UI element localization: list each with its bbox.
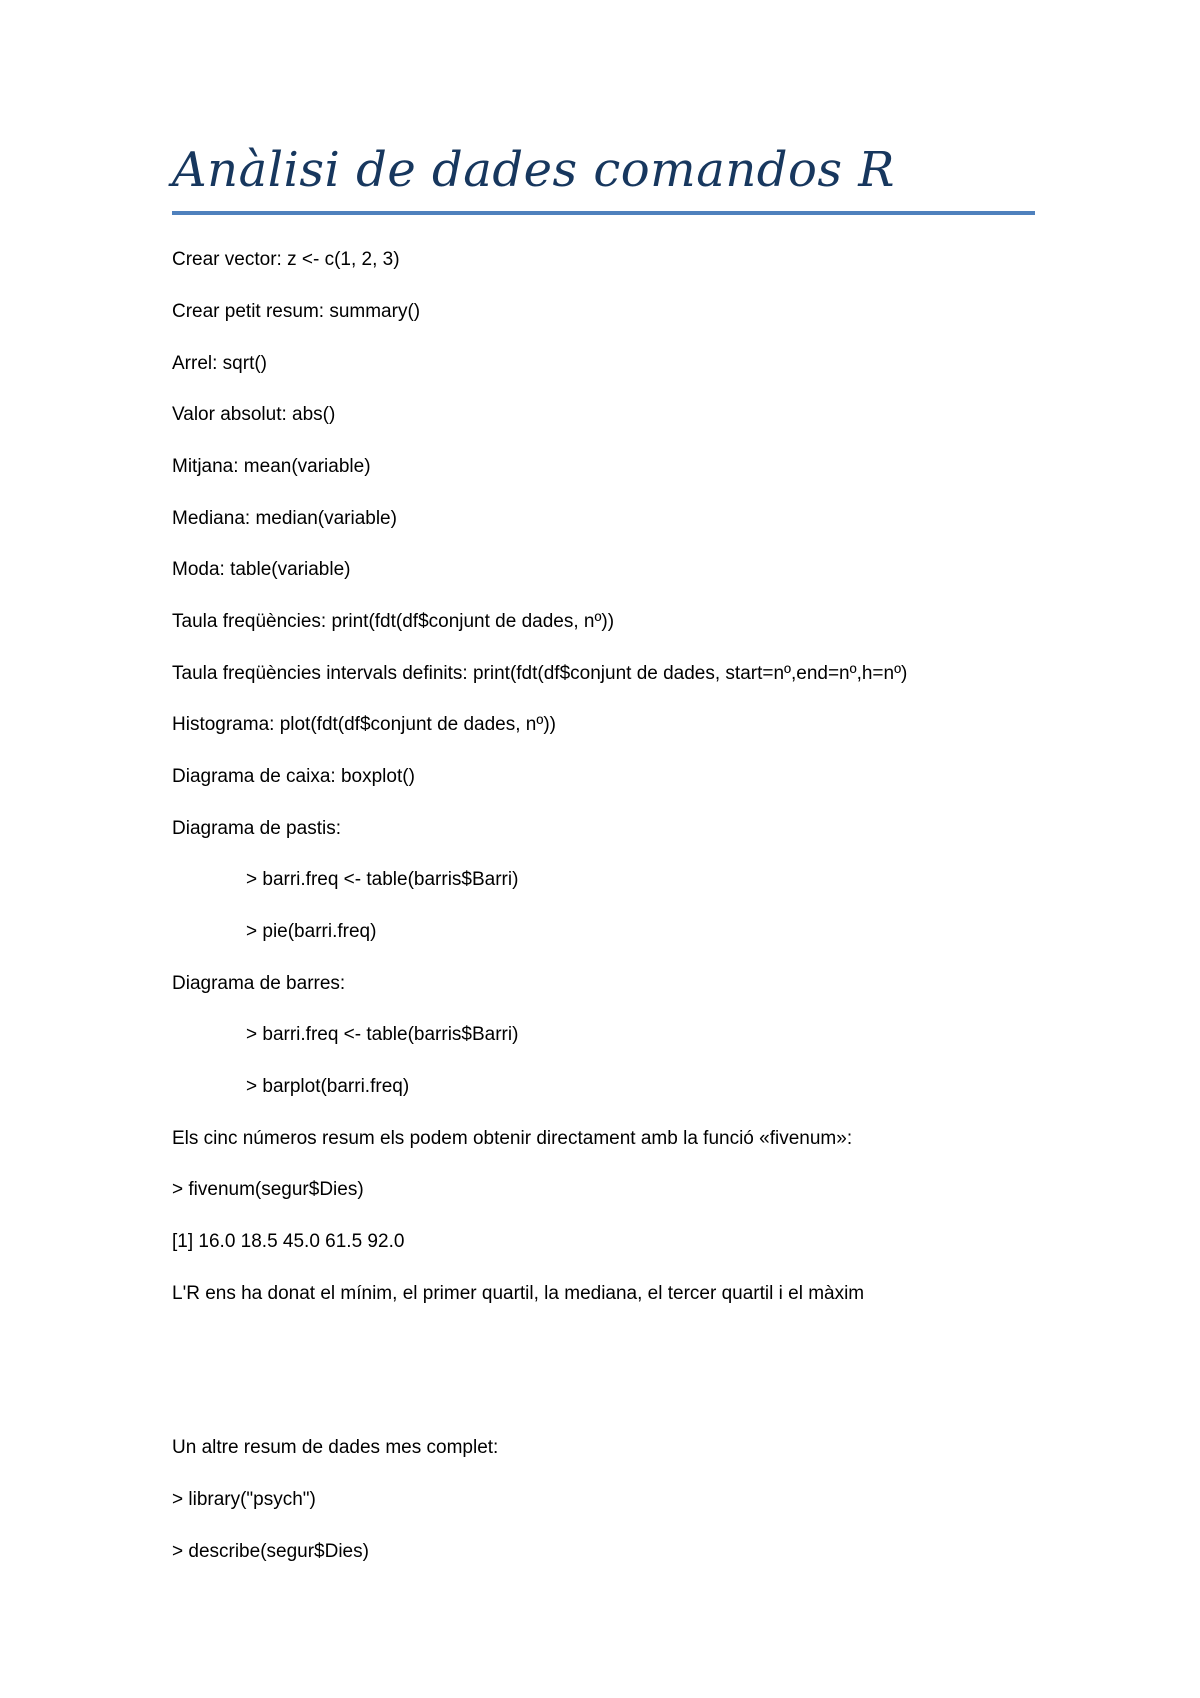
text-line-sqrt: Arrel: sqrt() (172, 353, 267, 374)
text-line-boxplot: Diagrama de caixa: boxplot() (172, 766, 415, 787)
code-line-barplot: > barplot(barri.freq) (246, 1076, 410, 1097)
code-line-pie: > pie(barri.freq) (246, 921, 377, 942)
text-line-diagrama-barres: Diagrama de barres: (172, 973, 346, 994)
title-underline (172, 211, 1035, 215)
text-line-median: Mediana: median(variable) (172, 508, 397, 529)
text-line-summary: Crear petit resum: summary() (172, 301, 421, 322)
text-line-crear-vector: Crear vector: z <- c(1, 2, 3) (172, 249, 400, 270)
text-line-mean: Mitjana: mean(variable) (172, 456, 371, 477)
text-line-altre-resum: Un altre resum de dades mes complet: (172, 1437, 499, 1458)
text-line-diagrama-pastis: Diagrama de pastis: (172, 818, 341, 839)
code-line-barri-freq: > barri.freq <- table(barris$Barri) (246, 869, 519, 890)
code-line-fivenum: > fivenum(segur$Dies) (172, 1179, 364, 1200)
code-line-describe: > describe(segur$Dies) (172, 1541, 369, 1562)
document-title: Anàlisi de dades comandos R (172, 142, 895, 198)
output-line-fivenum: [1] 16.0 18.5 45.0 61.5 92.0 (172, 1231, 405, 1252)
text-line-taula-freq: Taula freqüències: print(fdt(df$conjunt de dades, nº)) (172, 611, 615, 632)
text-line-fivenum-intro: Els cinc números resum els podem obtenir directament amb la funció «fivenum»: (172, 1128, 853, 1149)
text-line-histograma: Histograma: plot(fdt(df$conjunt de dades, nº)) (172, 714, 556, 735)
code-line-library-psych: > library("psych") (172, 1489, 316, 1510)
text-line-taula-freq-intervals: Taula freqüències intervals definits: print(fdt(df$conjunt de dades, start=nº,end=nº,h=nº) (172, 663, 908, 684)
text-line-fivenum-explanation: L'R ens ha donat el mínim, el primer quartil, la mediana, el tercer quartil i el màxim (172, 1283, 865, 1304)
code-line-barri-freq-2: > barri.freq <- table(barris$Barri) (246, 1024, 519, 1045)
text-line-abs: Valor absolut: abs() (172, 404, 336, 425)
text-line-moda: Moda: table(variable) (172, 559, 351, 580)
